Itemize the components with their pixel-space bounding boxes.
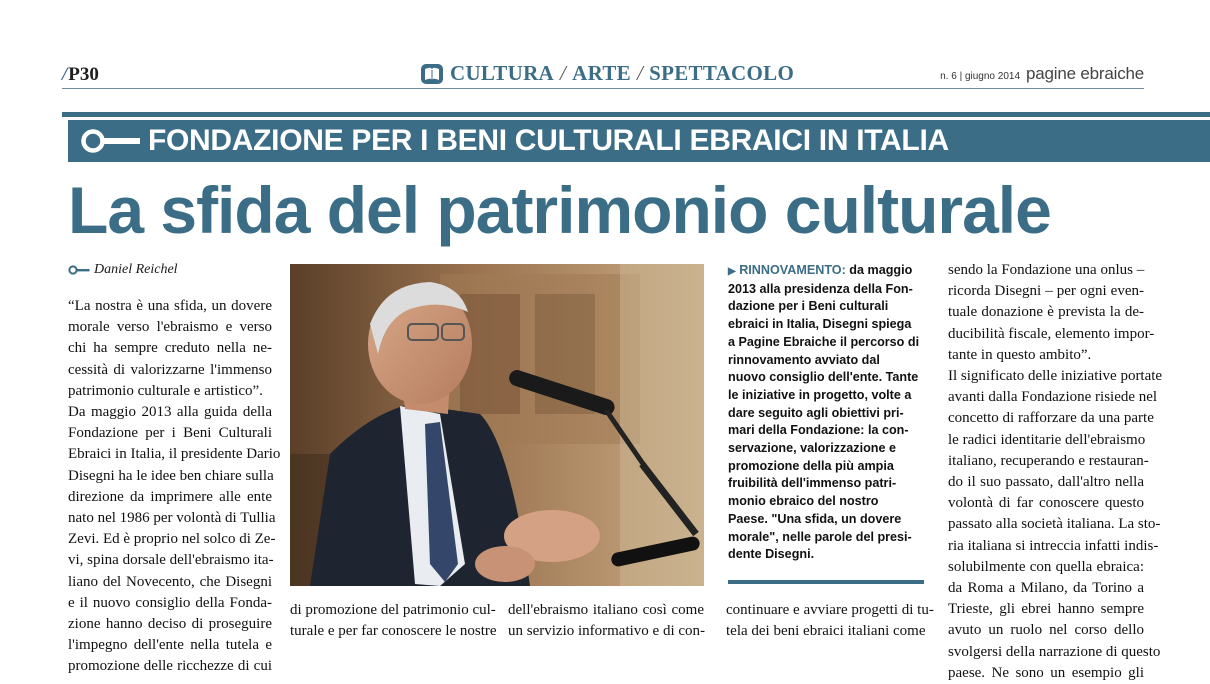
key-icon bbox=[68, 264, 90, 276]
article-column-5: continuare e avviare progetti di tu- tela dei beni ebraici italiani come bbox=[726, 602, 934, 640]
sidebar-summary: ▶ RINNOVAMENTO: da maggio 2013 alla presidenza della Fon- dazione per i Beni culturali ebraici in Italia, Disegni spiega a Pagine Ebraiche il percorso di rinnovamento avviato dal nuovo consiglio dell'ente. Tante le iniziative in progetto, volte a dare seguito agli obiettivi pri- mari della Fondazione: la con- servazione, valorizzazione e promozione della più ampia fruibilità dell'immenso patri- monio ebraico del nostro Paese. "Una sfida, un dovere morale", nelle parole del presi- dente Disegni. bbox=[728, 263, 920, 562]
kicker-text: FONDAZIONE PER I BENI CULTURALI EBRAICI IN ITALIA bbox=[148, 124, 949, 157]
page-number: /P30 bbox=[62, 64, 99, 85]
article-column-3: dell'ebraismo italiano così come un servizio informativo e di con- bbox=[508, 602, 706, 640]
issue-date: n. 6 | giugno 2014 bbox=[940, 71, 1021, 82]
byline bbox=[68, 262, 178, 278]
section-rule bbox=[62, 112, 1210, 117]
book-icon bbox=[420, 63, 444, 85]
headline: La sfida del patrimonio culturale bbox=[68, 173, 1051, 247]
header-rule bbox=[62, 88, 1144, 89]
article-column-4: sendo la Fondazione una onlus – ricorda Disegni – per ogni even- tuale donazione è prevista la de- ducibilità fiscale, elemento impor- tante in questo ambito”. Il significato delle iniziative portate avanti dalla Fondazione risiede nel concetto di rafforzare da una parte le radici identitarie dell'ebraismo italiano, recuperando e restauran- do il suo passato, dall'altro nella volontà di far conoscere questo passato alla società italiana. La sto- ria italiana si intreccia infatti indis- solubilmente con quella ebraica: da Roma a Milano, da Torino a Trieste, gli ebrei hanno sempre avuto un ruolo nel corso dello svolgersi della narrazione di questo paese. Ne sono un esempio gli bbox=[948, 262, 1163, 681]
section-title: CULTURA / ARTE / SPETTACOLO bbox=[420, 61, 794, 86]
key-icon bbox=[80, 126, 142, 156]
author-name: Daniel Reichel bbox=[94, 262, 178, 277]
sidebar-tag: RINNOVAMENTO: bbox=[739, 263, 846, 277]
sidebar-rule bbox=[728, 580, 924, 584]
article-column-2: di promozione del patrimonio cul- turale e per far conoscere le nostre bbox=[290, 602, 497, 640]
article-photo bbox=[290, 264, 704, 586]
section-spettacolo: SPETTACOLO bbox=[649, 61, 795, 85]
issue-info bbox=[940, 64, 1144, 84]
article-column-1: “La nostra è una sfida, un dovere morale verso l'ebraismo e verso chi ha sempre creduto nella ne- cessità di valorizzarne l'immenso patrimonio culturale e artistico”. Da maggio 2013 alla guida della Fondazione per i Beni Culturali Ebraici in Italia, il presidente Dario Disegni ha le idee ben chiare sulla direzione da imprimere alle ente nato nel 1986 per volontà di Tullia Zevi. Ed è proprio nel solco di Ze- vi, spina dorsale dell'ebraismo ita- liano del Novecento, che Disegni e il nuovo consiglio della Fonda- zione hanno deciso di proseguire l'impegno dell'ente nella tutela e promozione delle ricchezze di cui bbox=[68, 298, 281, 675]
kicker-banner bbox=[68, 120, 1210, 162]
speaker-photo bbox=[290, 264, 704, 586]
section-arte: ARTE bbox=[572, 61, 631, 85]
triangle-icon: ▶ bbox=[728, 266, 736, 277]
masthead: pagine ebraiche bbox=[1026, 64, 1144, 83]
section-cultura: CULTURA bbox=[450, 61, 555, 85]
